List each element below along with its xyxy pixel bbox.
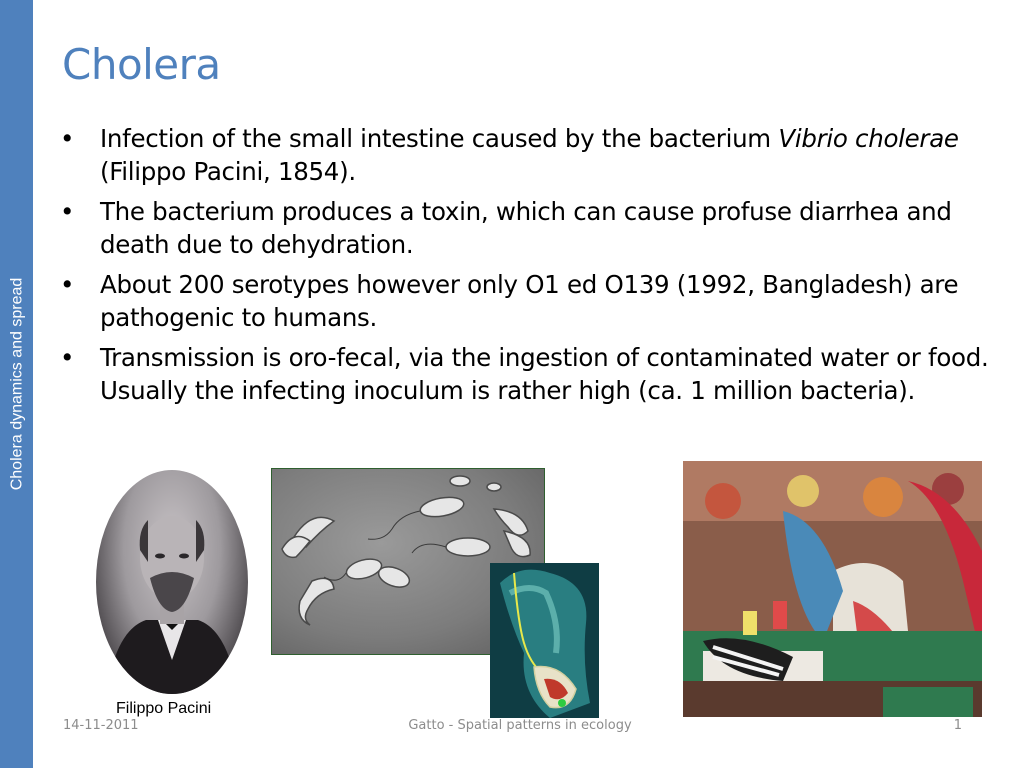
bullet-text: Infection of the small intestine caused by the bacterium bbox=[100, 124, 779, 153]
side-label bbox=[2, 253, 32, 515]
bullet-list bbox=[60, 122, 990, 414]
bullet-item bbox=[60, 122, 990, 188]
bullet-dot: • bbox=[60, 197, 75, 226]
footer-title bbox=[0, 718, 1024, 733]
footer-title-text: Gatto - Spatial patterns in ecology bbox=[408, 718, 632, 733]
side-label-text: Cholera dynamics and spread bbox=[8, 277, 25, 491]
bullet-item bbox=[60, 268, 990, 334]
page-number: 1 bbox=[953, 718, 962, 733]
bullet-text: Transmission is oro-fecal, via the ingestion of contaminated water or food. Usually the infecting inoculum is rather high (ca. 1 million bacteria). bbox=[100, 343, 989, 405]
cholera-ward-photo bbox=[683, 461, 982, 717]
bullet-dot: • bbox=[60, 343, 75, 372]
bullet-item bbox=[60, 341, 990, 407]
fluorescent-drawing bbox=[490, 563, 599, 718]
bullet-text: (Filippo Pacini, 1854). bbox=[100, 157, 356, 186]
fluorescent-bacterium-image bbox=[490, 563, 599, 718]
slide-title: Cholera bbox=[62, 40, 221, 89]
bullet-text: The bacterium produces a toxin, which can cause profuse diarrhea and death due to dehydration. bbox=[100, 197, 952, 259]
footer-date: 14-11-2011 bbox=[63, 718, 139, 733]
bullet-dot: • bbox=[60, 270, 75, 299]
ward-drawing bbox=[683, 461, 982, 717]
portrait-drawing bbox=[96, 470, 248, 694]
bullet-item bbox=[60, 195, 990, 261]
bullet-dot: • bbox=[60, 124, 75, 153]
portrait-caption: Filippo Pacini bbox=[116, 700, 212, 717]
portrait-image bbox=[96, 470, 248, 694]
bullet-italic: Vibrio cholerae bbox=[778, 124, 959, 153]
bullet-text: About 200 serotypes however only O1 ed O139 (1992, Bangladesh) are pathogenic to humans. bbox=[100, 270, 959, 332]
